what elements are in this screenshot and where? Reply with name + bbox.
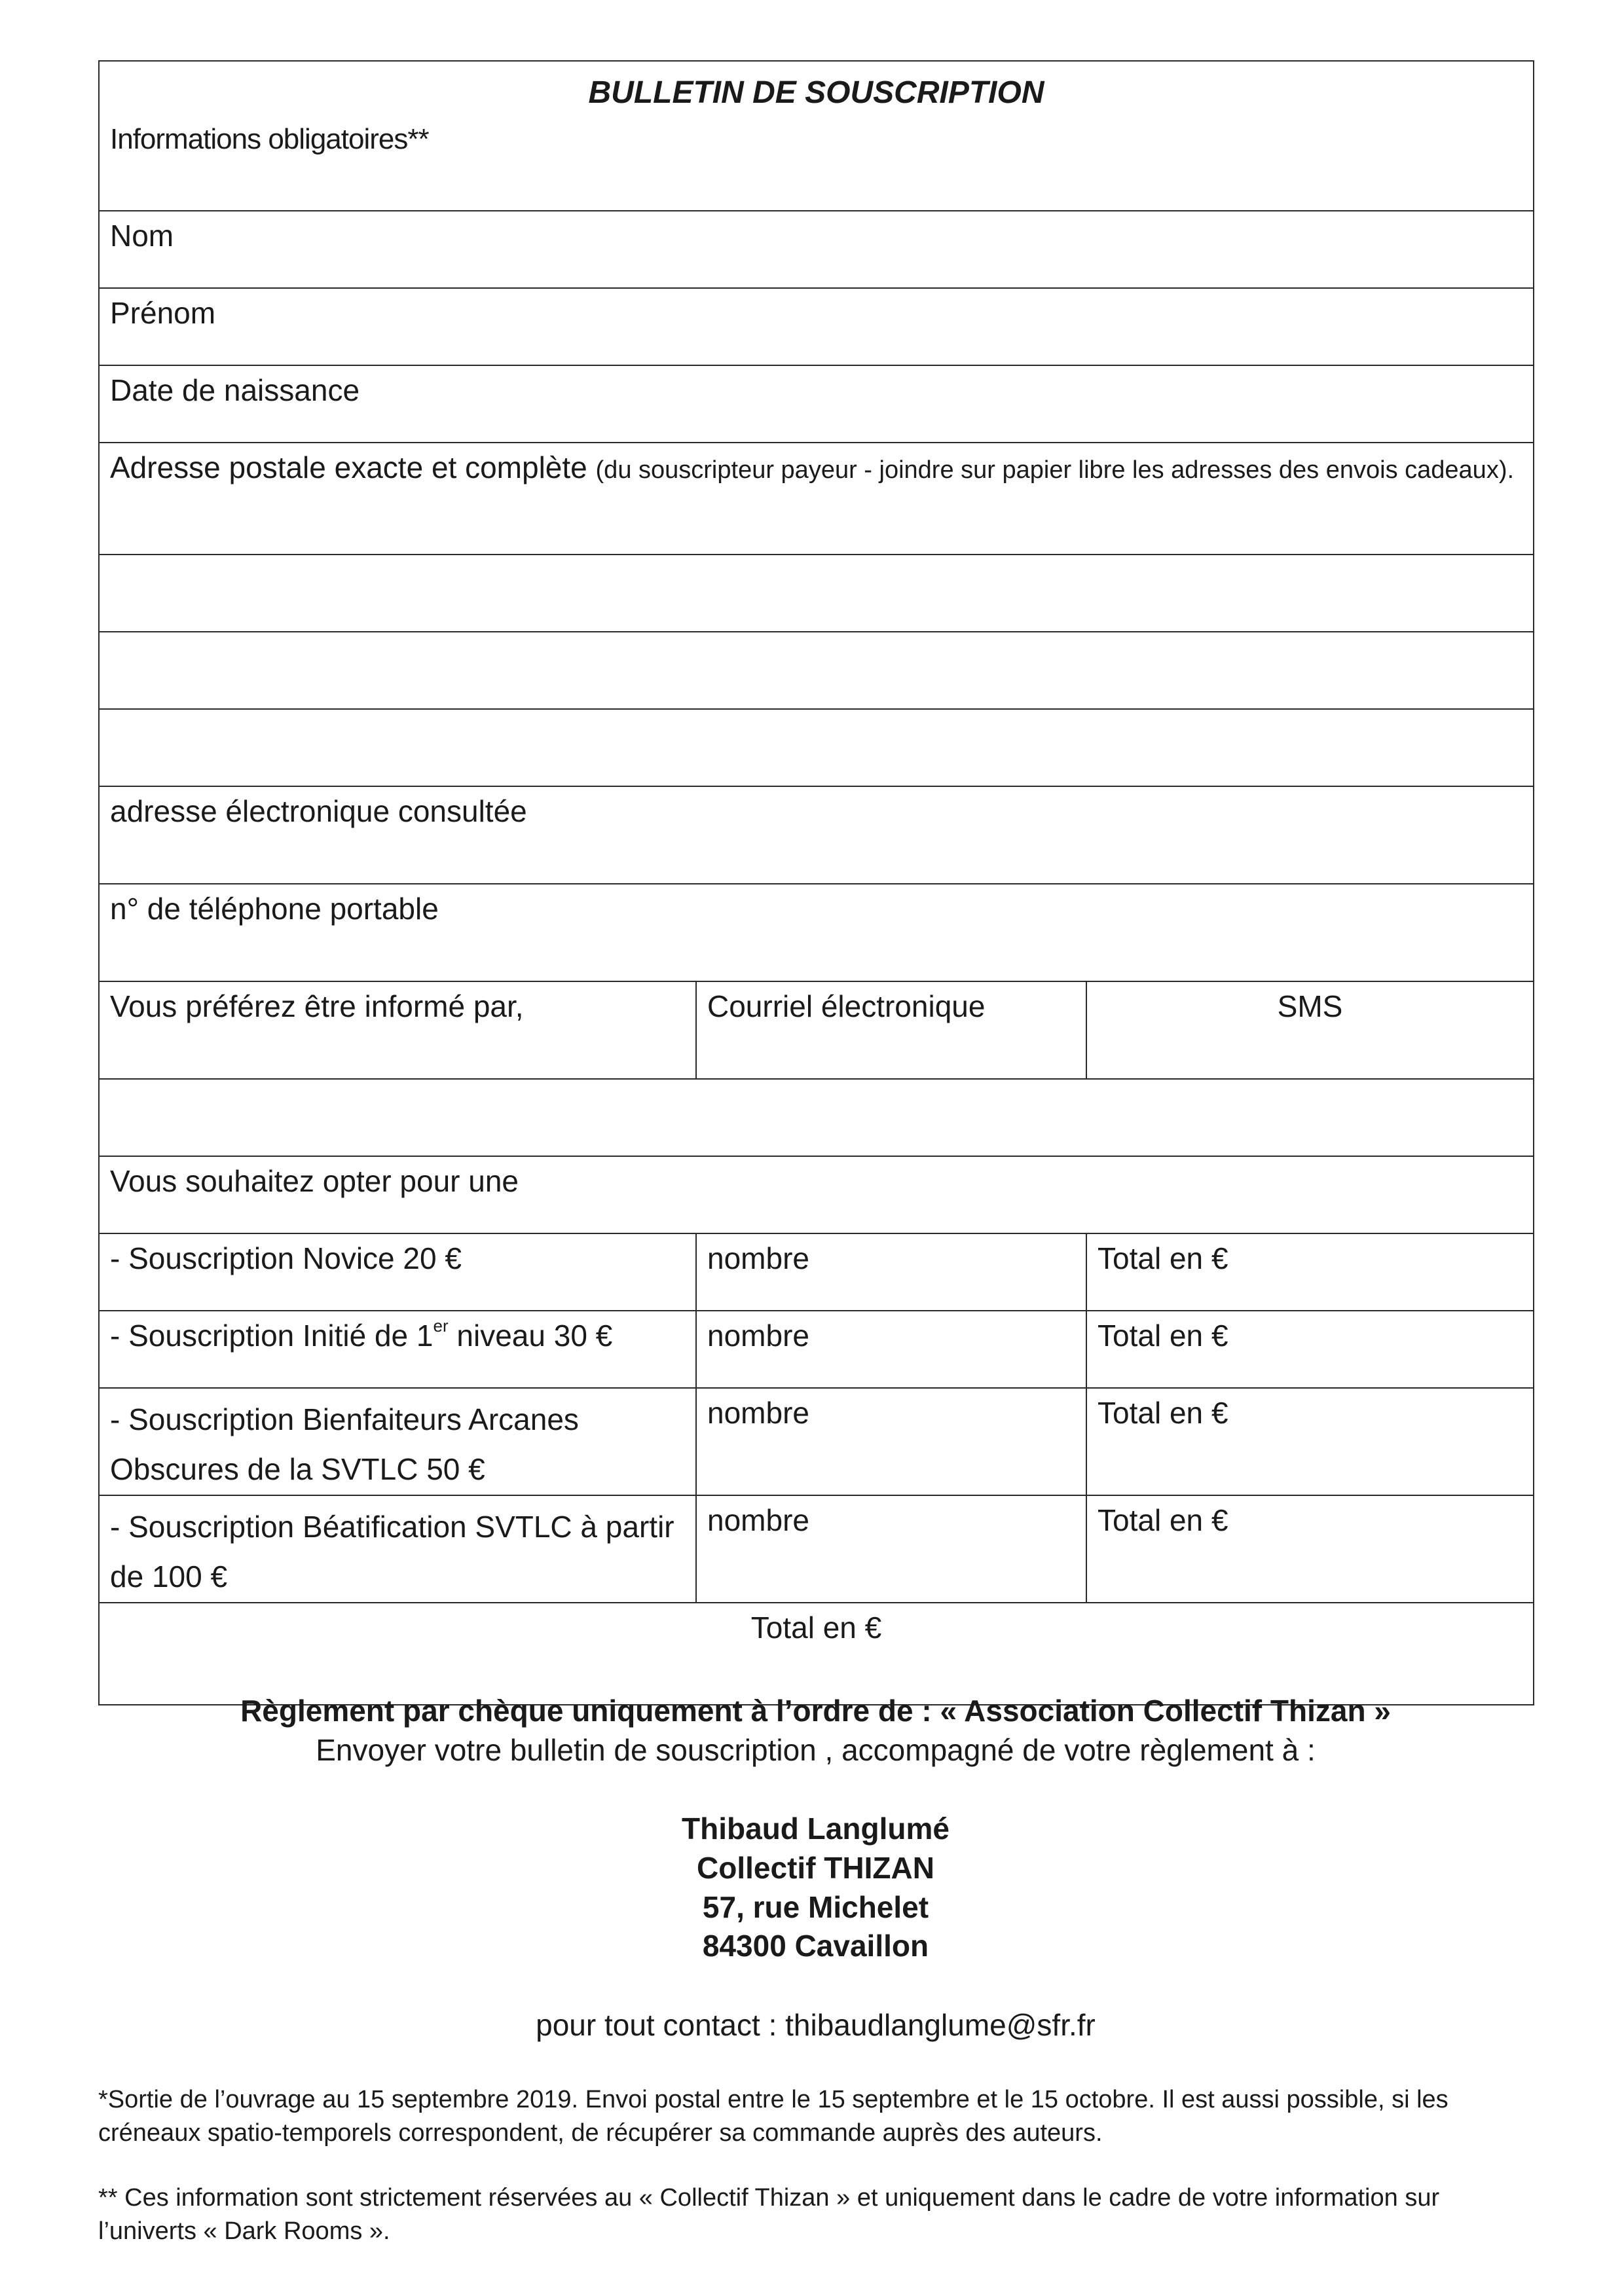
date-naissance-field[interactable]: Date de naissance	[99, 365, 1534, 443]
footnote-1: *Sortie de l’ouvrage au 15 septembre 2019. Envoi postal entre le 15 septembre et le 15 octobre. Il est aussi possible, si les créneaux spatio-temporels correspondent, de récupérer sa commande auprès des auteurs.	[98, 2086, 1449, 2147]
beatification-label: - Souscription Béatification SVTLC à partir de 100 €	[99, 1495, 696, 1603]
bienfaiteurs-label: - Souscription Bienfaiteurs Arcanes Obscures de la SVTLC 50 €	[99, 1388, 696, 1495]
address-city: 84300 Cavaillon	[702, 1929, 929, 1963]
bienfaiteurs-total-field[interactable]: Total en €	[1086, 1388, 1534, 1495]
beatification-nombre-field[interactable]: nombre	[696, 1495, 1086, 1603]
initie-nombre-field[interactable]: nombre	[696, 1311, 1086, 1388]
initie-label-text-end: niveau 30 €	[448, 1319, 613, 1353]
preference-email-option[interactable]: Courriel électronique	[696, 981, 1086, 1079]
preference-sms-option[interactable]: SMS	[1086, 981, 1534, 1079]
subscription-intro: Vous souhaitez opter pour une	[99, 1156, 1534, 1233]
address-name: Thibaud Langlumé	[682, 1812, 950, 1846]
adresse-line-3[interactable]	[99, 709, 1534, 786]
address-org: Collectif THIZAN	[697, 1850, 934, 1885]
telephone-field[interactable]: n° de téléphone portable	[99, 884, 1534, 981]
initie-label-sup: er	[433, 1316, 449, 1336]
novice-label: - Souscription Novice 20 €	[99, 1233, 696, 1311]
preference-label: Vous préférez être informé par,	[99, 981, 696, 1079]
adresse-line-2[interactable]	[99, 632, 1534, 709]
form-title: BULLETIN DE SOUSCRIPTION	[588, 75, 1044, 110]
blank-row[interactable]	[99, 1079, 1534, 1156]
grand-total-field[interactable]: Total en €	[99, 1603, 1534, 1705]
payment-line-1: Règlement par chèque uniquement à l’ordre de : « Association Collectif Thizan »	[240, 1694, 1391, 1728]
subscription-form-table	[98, 60, 1534, 1705]
adresse-field[interactable]	[99, 443, 1534, 555]
header-cell	[99, 61, 1534, 211]
bienfaiteurs-nombre-field[interactable]: nombre	[696, 1388, 1086, 1495]
footnote-2: ** Ces information sont strictement réservées au « Collectif Thizan » et uniquement dans le cadre de votre information sur l’univerts « Dark Rooms ».	[98, 2184, 1440, 2246]
adresse-line-1[interactable]	[99, 555, 1534, 632]
initie-label	[99, 1311, 696, 1388]
novice-total-field[interactable]: Total en €	[1086, 1233, 1534, 1311]
initie-total-field[interactable]: Total en €	[1086, 1311, 1534, 1388]
novice-nombre-field[interactable]: nombre	[696, 1233, 1086, 1311]
address-street: 57, rue Michelet	[702, 1889, 929, 1924]
adresse-note: (du souscripteur payeur - joindre sur papier libre les adresses des envois cadeaux).	[595, 456, 1515, 484]
mailing-address	[98, 1810, 1533, 1966]
contact-line: pour tout contact : thibaudlanglume@sfr.fr	[536, 2008, 1096, 2042]
beatification-total-field[interactable]: Total en €	[1086, 1495, 1534, 1603]
payment-line-2: Envoyer votre bulletin de souscription , accompagné de votre règlement à :	[316, 1733, 1316, 1767]
form-subtitle: Informations obligatoires**	[110, 122, 429, 155]
prenom-field[interactable]: Prénom	[99, 288, 1534, 365]
nom-field[interactable]: Nom	[99, 211, 1534, 288]
email-field[interactable]: adresse électronique consultée	[99, 786, 1534, 884]
adresse-label: Adresse postale exacte et complète	[110, 450, 587, 484]
initie-label-text: - Souscription Initié de 1	[110, 1319, 434, 1353]
